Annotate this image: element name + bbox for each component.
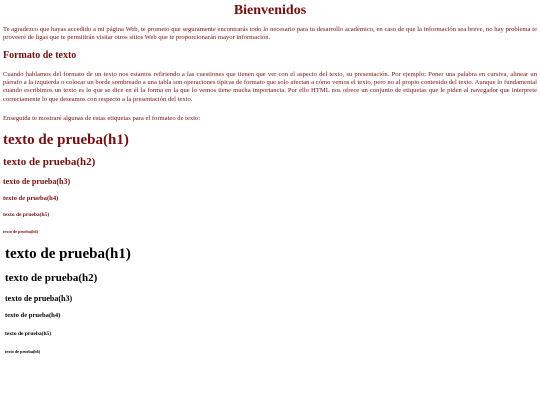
section-title: Formato de texto (3, 50, 77, 61)
page-title: Bienvenidos (233, 3, 307, 18)
sample-heading-h5: texto de prueba(h5) (3, 212, 50, 218)
intro-line: Enseguida te mostraré algunas de estas etiquetas para el formateo de texto: (3, 115, 201, 122)
format-paragraph: Cuando hablamos del formato de un texto nos estamos refiriendo a las cuestiones que tienen que ver con el aspecto del texto, su presentación. Por ejemplo: Poner una palabra en cursiva, alinear un párrafo a la izquierda o colocar un borde sombreado a una tabla son operaciones típicas de formato que solo afectan a cómo vemos el texto, pero no al propio contenido del texto. Aunque lo fundamental cuando escribimos un texto es lo que se dice en él la forma en la que lo vemos tiene mucha importancia. Por ello HTML nos ofrece un conjunto de etiquetas que le piden al navegador que interprete correctamente lo que deseamos con respecto a la presentación del texto. (3, 71, 537, 103)
welcome-paragraph: Te agradezco que hayas accedido a mi página Web, te prometo que seguramente encontrarás todo lo necesario para tu desarrollo académico, en caso de que la información sea breve, no hay problema te proveeré de ligas que te permitirán visitar otros sitios Web que te proporcionarán mayor información. (3, 26, 537, 42)
sample-heading-h3-alt: texto de prueba(h3) (5, 294, 73, 303)
sample-heading-h1: texto de prueba(h1) (3, 132, 129, 148)
sample-heading-h4-alt: texto de prueba(h4) (5, 312, 61, 319)
sample-heading-h5-alt: texto de prueba(h5) (5, 331, 52, 337)
sample-heading-h3: texto de prueba(h3) (3, 177, 71, 186)
sample-heading-h6-alt: texto de prueba(h6) (5, 349, 41, 354)
sample-heading-h1-alt: texto de prueba(h1) (5, 246, 131, 262)
sample-heading-h4: texto de prueba(h4) (3, 195, 59, 202)
sample-heading-h2-alt: texto de prueba(h2) (5, 272, 98, 284)
sample-heading-h6: texto de prueba(h6) (3, 229, 39, 234)
sample-heading-h2: texto de prueba(h2) (3, 156, 96, 168)
